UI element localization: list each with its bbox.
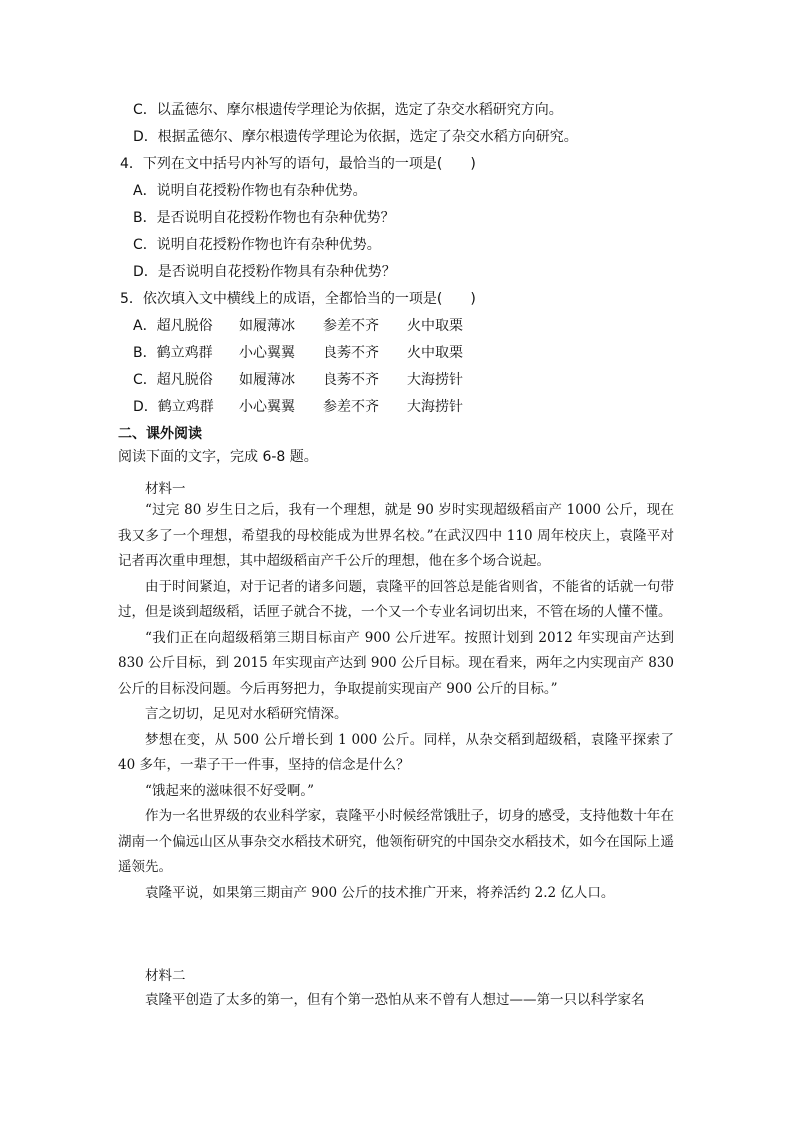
material-1-body bbox=[118, 498, 674, 906]
option-letter: B． bbox=[133, 210, 157, 226]
q4-option-a[interactable] bbox=[133, 181, 367, 201]
paragraph: “我们正在向超级稻第三期目标亩产 900 公斤进军。按照计划到 2012 年实现亩产达到 830 公斤目标，到 2015 年实现亩产达到 900 公斤目标。现在看来，两年之内实现亩产 830 公斤的目标没问题。今后再努把力，争取提前实现亩产 900 公斤的目标。” bbox=[118, 629, 674, 697]
paragraph: 袁隆平创造了太多的第一，但有个第一恐怕从来不曾有人想过——第一只以科学家名 bbox=[145, 992, 645, 1008]
material-2-label: 材料二 bbox=[145, 968, 186, 984]
option-text: 是否说明自花授粉作物也有杂种优势？ bbox=[156, 210, 395, 226]
option-word3: 参差不齐 bbox=[323, 318, 379, 334]
q4-option-c[interactable] bbox=[133, 235, 381, 255]
material-1-label: 材料一 bbox=[145, 481, 186, 497]
option-word4: 火中取栗 bbox=[407, 318, 463, 334]
option-letter: A． bbox=[133, 183, 157, 199]
paragraph: 由于时间紧迫，对于记者的诸多问题，袁隆平的回答总是能省则省，不能省的话就一句带过，但是谈到超级稻，话匣子就合不拢，一个又一个专业名词切出来，不管在场的人懂不懂。 bbox=[118, 578, 674, 620]
q5-option-c[interactable] bbox=[133, 370, 491, 390]
option-letter: D． bbox=[133, 129, 158, 145]
option-letter: C． bbox=[133, 237, 157, 253]
option-letter: D． bbox=[133, 264, 158, 280]
material-2-body bbox=[118, 988, 674, 1014]
paragraph: 袁隆平说，如果第三期亩产 900 公斤的技术推广开来，将养活约 2.2 亿人口。 bbox=[145, 884, 615, 901]
option-word4: 大海捞针 bbox=[407, 372, 463, 388]
paragraph: 言之切切，足见对水稻研究情深。 bbox=[145, 706, 348, 722]
option-letter-word1: B．鹤立鸡群 bbox=[133, 345, 213, 361]
option-word4: 大海捞针 bbox=[407, 399, 463, 415]
option-word4: 火中取栗 bbox=[407, 345, 463, 361]
q3-option-c[interactable] bbox=[133, 100, 563, 120]
paragraph: “饿起来的滋味很不好受啊。” bbox=[145, 782, 315, 799]
option-word3: 参差不齐 bbox=[323, 399, 379, 415]
option-text: 是否说明自花授粉作物具有杂种优势？ bbox=[157, 264, 396, 280]
q5-option-d[interactable] bbox=[133, 397, 491, 417]
option-text: 根据孟德尔、摩尔根遗传学理论为依据，选定了杂交水稻方向研究。 bbox=[157, 129, 578, 145]
option-word2: 小心翼翼 bbox=[239, 399, 295, 415]
option-letter-word1: D．鹤立鸡群 bbox=[133, 399, 214, 415]
section-intro: 阅读下面的文字，完成 6-8 题。 bbox=[118, 449, 318, 465]
q4-option-b[interactable] bbox=[133, 208, 395, 228]
option-letter-word1: C．超凡脱俗 bbox=[133, 372, 213, 388]
section-heading: 二、课外阅读 bbox=[118, 426, 202, 442]
option-letter: C． bbox=[133, 102, 157, 118]
option-word2: 如履薄冰 bbox=[239, 318, 295, 334]
paragraph: 梦想在变，从 500 公斤增长到 1 000 公斤。同样，从杂交稻到超级稻，袁隆平探索了 40 多年，一辈子干一件事，坚持的信念是什么？ bbox=[118, 731, 674, 773]
paragraph: 作为一名世界级的农业科学家，袁隆平小时候经常饿肚子，切身的感受，支持他数十年在湖南一个偏远山区从事杂交水稻技术研究，他领衔研究的中国杂交水稻技术，如今在国际上遥遥领先。 bbox=[118, 808, 674, 875]
q3-option-d[interactable] bbox=[133, 127, 578, 147]
option-text: 说明自花授粉作物也许有杂种优势。 bbox=[156, 237, 381, 253]
option-word3: 良莠不齐 bbox=[323, 372, 379, 388]
q5-option-b[interactable] bbox=[133, 343, 491, 363]
q4-stem: 4．下列在文中括号内补写的语句，最恰当的一项是( ) bbox=[120, 156, 476, 172]
paragraph: “过完 80 岁生日之后，我有一个理想，就是 90 岁时实现超级稻亩产 1000 公斤，现在我又多了一个理想，希望我的母校能成为世界名校。”在武汉四中 110 周年校庆上，袁隆平对记者再次重申理想，其中超级稻亩产千公斤的理想，他在多个场合说起。 bbox=[118, 502, 674, 569]
q4-option-d[interactable] bbox=[133, 262, 396, 282]
option-text: 以孟德尔、摩尔根遗传学理论为依据，选定了杂交水稻研究方向。 bbox=[156, 102, 563, 118]
option-word3: 良莠不齐 bbox=[323, 345, 379, 361]
option-text: 说明自花授粉作物也有杂种优势。 bbox=[156, 183, 367, 199]
q5-option-a[interactable] bbox=[133, 316, 491, 336]
option-word2: 如履薄冰 bbox=[239, 372, 295, 388]
option-letter-word1: A．超凡脱俗 bbox=[133, 318, 213, 334]
option-word2: 小心翼翼 bbox=[239, 345, 295, 361]
q5-stem: 5．依次填入文中横线上的成语，全都恰当的一项是( ) bbox=[120, 291, 476, 307]
